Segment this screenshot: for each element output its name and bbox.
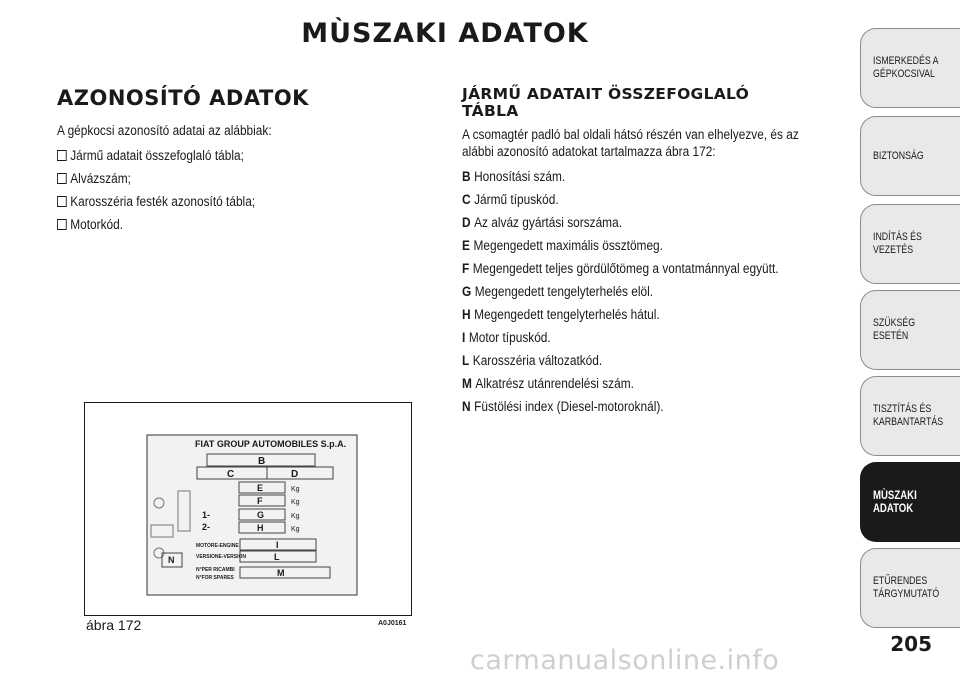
list-item: Alvázszám; [57,170,356,187]
tab-ismerkedes[interactable]: ISMERKEDÉS A GÉPKOCSIVAL [860,28,960,108]
svg-text:N°FOR SPARES: N°FOR SPARES [196,575,234,581]
tab-szukseg-eseten[interactable]: SZÜKSÉG ESETÉN [860,290,960,370]
checkbox-bullet-icon [57,219,67,230]
identification-intro: A gépkocsi azonosító adatai az alábbiak: [57,123,272,138]
svg-text:1-: 1- [202,510,211,520]
plate-intro: A csomagtér padló bal oldali hátsó részén van elhelyezve, és az alábbi azonosító adatokat tartalmazza ábra 172: [462,127,799,159]
list-item: E Megengedett maximális össztömeg. [462,238,663,253]
identification-list [57,122,397,239]
svg-text:I: I [276,540,279,550]
checkbox-bullet-icon [57,150,67,161]
tab-eturendes-targymutato[interactable]: ETŰRENDES TÁRGYMUTATÓ [860,548,960,628]
tab-inditas-es-vezetes[interactable]: INDÍTÁS ÉS VEZETÉS [860,204,960,284]
list-item: L Karosszéria változatkód. [462,353,603,368]
svg-text:M: M [277,568,285,578]
svg-text:Kg: Kg [291,526,300,533]
svg-text:Kg: Kg [291,486,300,493]
svg-text:N: N [168,555,175,565]
list-item: F Megengedett teljes gördülőtömeg a vontatmánnyal együtt. [462,261,779,276]
svg-text:C: C [227,469,235,480]
list-item: B Honosítási szám. [462,169,566,184]
figure-code: A0J0161 [378,620,407,627]
svg-text:2-: 2- [202,522,211,532]
checkbox-bullet-icon [57,196,67,207]
page-title: MÙSZAKI ADATOK [301,18,589,49]
list-item: D Az alváz gyártási sorszáma. [462,215,622,230]
list-item: C Jármű típuskód. [462,192,559,207]
list-item: M Alkatrész utánrendelési szám. [462,376,634,391]
section-heading-identification: AZONOSÍTÓ ADATOK [57,86,309,110]
vehicle-plate-diagram [85,403,411,615]
svg-text:VERSIONE-VERSION: VERSIONE-VERSION [196,554,247,560]
svg-text:Kg: Kg [291,499,300,506]
svg-text:G: G [257,510,265,520]
svg-text:E: E [257,483,264,493]
svg-text:L: L [274,552,280,562]
list-item: Karosszéria festék azonosító tábla; [57,193,356,210]
section-heading-plate: JÁRMŰ ADATAIT ÖSSZEFOGLALÓ TÁBLA [462,85,750,120]
list-item: I Motor típuskód. [462,330,551,345]
tab-tisztitas-es-karbantartas[interactable]: TISZTÍTÁS ÉS KARBANTARTÁS [860,376,960,456]
tab-biztonsag[interactable]: BIZTONSÁG [860,116,960,196]
svg-text:H: H [257,523,264,533]
list-item: Jármű adatait összefoglaló tábla; [57,147,356,164]
figure-caption: ábra 172 [86,617,142,633]
page-number: 205 [890,632,932,656]
watermark: carmanualsonline.info [470,645,780,676]
checkbox-bullet-icon [57,173,67,184]
svg-text:Kg: Kg [291,513,300,520]
tab-muszaki-adatok[interactable]: MÙSZAKI ADATOK [860,462,960,542]
svg-text:B: B [258,456,266,467]
plate-title: FIAT GROUP AUTOMOBILES S.p.A. [195,439,347,449]
svg-text:MOTORE-ENGINE: MOTORE-ENGINE [196,543,239,549]
svg-text:N°PER RICAMBI: N°PER RICAMBI [196,567,235,573]
list-item: Motorkód. [57,216,356,233]
list-item: G Megengedett tengelyterhelés elöl. [462,284,654,299]
list-item: N Füstölési index (Diesel-motoroknál). [462,399,664,414]
vehicle-plate-section [462,86,832,421]
vehicle-plate-figure [84,402,412,616]
svg-text:F: F [257,496,263,506]
svg-text:D: D [291,469,299,480]
list-item: H Megengedett tengelyterhelés hátul. [462,307,660,322]
